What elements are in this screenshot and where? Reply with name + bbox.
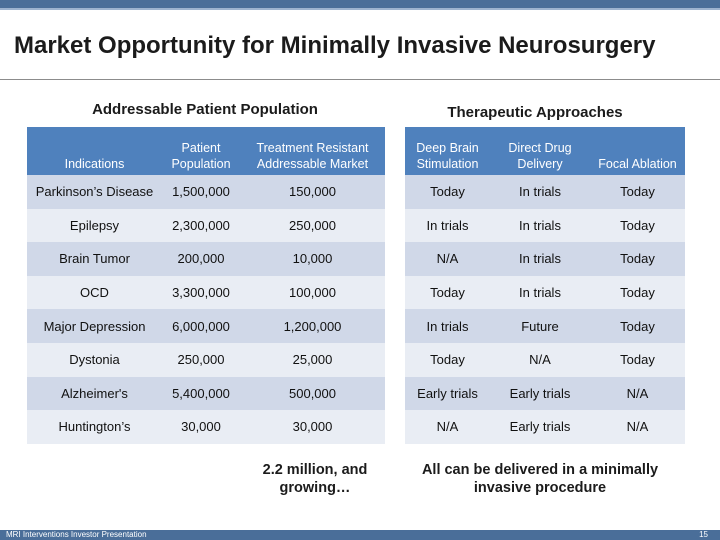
table-row <box>27 242 685 276</box>
table-cell: 1,200,000 <box>240 309 385 343</box>
table-cell: Huntington’s <box>27 410 162 444</box>
table-row <box>27 276 685 310</box>
column-gap <box>385 309 405 343</box>
header-patient-population: Patient Population <box>162 127 240 175</box>
page-number: 15 <box>699 530 708 539</box>
table-cell: In trials <box>490 276 590 310</box>
table-cell: 30,000 <box>162 410 240 444</box>
table-cell: N/A <box>405 242 490 276</box>
column-gap <box>385 242 405 276</box>
market-table <box>27 127 685 444</box>
table-cell: 250,000 <box>240 209 385 243</box>
top-accent-bar <box>0 0 720 8</box>
table-cell: Today <box>590 309 685 343</box>
table-cell: Early trials <box>405 377 490 411</box>
table-cell: 100,000 <box>240 276 385 310</box>
header-direct-drug-delivery: Direct Drug Delivery <box>490 127 590 175</box>
table-cell: 10,000 <box>240 242 385 276</box>
table-cell: 250,000 <box>162 343 240 377</box>
table-cell: OCD <box>27 276 162 310</box>
top-accent-line <box>0 8 720 10</box>
table-cell: Major Depression <box>27 309 162 343</box>
table-cell: Today <box>405 175 490 209</box>
header-addressable-market: Treatment Resistant Addressable Market <box>240 127 385 175</box>
table-cell: Brain Tumor <box>27 242 162 276</box>
table-cell: Parkinson’s Disease <box>27 175 162 209</box>
table-cell: 1,500,000 <box>162 175 240 209</box>
table-cell: Epilepsy <box>27 209 162 243</box>
table-cell: N/A <box>405 410 490 444</box>
table-cell: In trials <box>490 209 590 243</box>
table-row <box>27 410 685 444</box>
table-cell: Today <box>590 175 685 209</box>
table-row <box>27 175 685 209</box>
table-cell: Alzheimer's <box>27 377 162 411</box>
table-cell: 150,000 <box>240 175 385 209</box>
table-row <box>27 343 685 377</box>
table-row <box>27 209 685 243</box>
table-cell: Today <box>590 276 685 310</box>
column-gap <box>385 175 405 209</box>
table-cell: Today <box>405 343 490 377</box>
table-cell: 25,000 <box>240 343 385 377</box>
table-row <box>27 377 685 411</box>
table-cell: In trials <box>490 242 590 276</box>
table-cell: 5,400,000 <box>162 377 240 411</box>
table-body <box>27 175 685 444</box>
column-gap <box>385 209 405 243</box>
table-cell: Dystonia <box>27 343 162 377</box>
table-cell: Today <box>590 242 685 276</box>
table-cell: Early trials <box>490 410 590 444</box>
table-cell: 200,000 <box>162 242 240 276</box>
table-cell: 30,000 <box>240 410 385 444</box>
column-gap <box>385 377 405 411</box>
column-gap <box>385 276 405 310</box>
table-cell: 2,300,000 <box>162 209 240 243</box>
table-cell: In trials <box>490 175 590 209</box>
addressable-population-heading: Addressable Patient Population <box>92 101 318 118</box>
table-cell: 6,000,000 <box>162 309 240 343</box>
table-cell: N/A <box>590 410 685 444</box>
population-growth-note: 2.2 million, and growing… <box>262 462 368 496</box>
header-indications: Indications <box>27 127 162 175</box>
table-cell: In trials <box>405 209 490 243</box>
table-cell: Today <box>405 276 490 310</box>
footer-presentation-name: MRI Interventions Investor Presentation <box>6 530 147 539</box>
table-cell: Early trials <box>490 377 590 411</box>
table-cell: In trials <box>405 309 490 343</box>
minimally-invasive-note: All can be delivered in a minimally invasive procedure <box>421 462 659 496</box>
table-cell: 500,000 <box>240 377 385 411</box>
header-deep-brain-stimulation: Deep Brain Stimulation <box>405 127 490 175</box>
slide-title: Market Opportunity for Minimally Invasive Neurosurgery <box>14 32 656 59</box>
table-cell: N/A <box>590 377 685 411</box>
table-row <box>27 309 685 343</box>
column-gap <box>385 127 405 175</box>
column-gap <box>385 343 405 377</box>
therapeutic-approaches-heading: Therapeutic Approaches <box>447 104 623 121</box>
table-cell: N/A <box>490 343 590 377</box>
table-cell: 3,300,000 <box>162 276 240 310</box>
table-header-row <box>27 127 685 175</box>
table-cell: Today <box>590 209 685 243</box>
title-divider <box>0 79 720 80</box>
column-gap <box>385 410 405 444</box>
table-cell: Future <box>490 309 590 343</box>
header-focal-ablation: Focal Ablation <box>590 127 685 175</box>
table-cell: Today <box>590 343 685 377</box>
